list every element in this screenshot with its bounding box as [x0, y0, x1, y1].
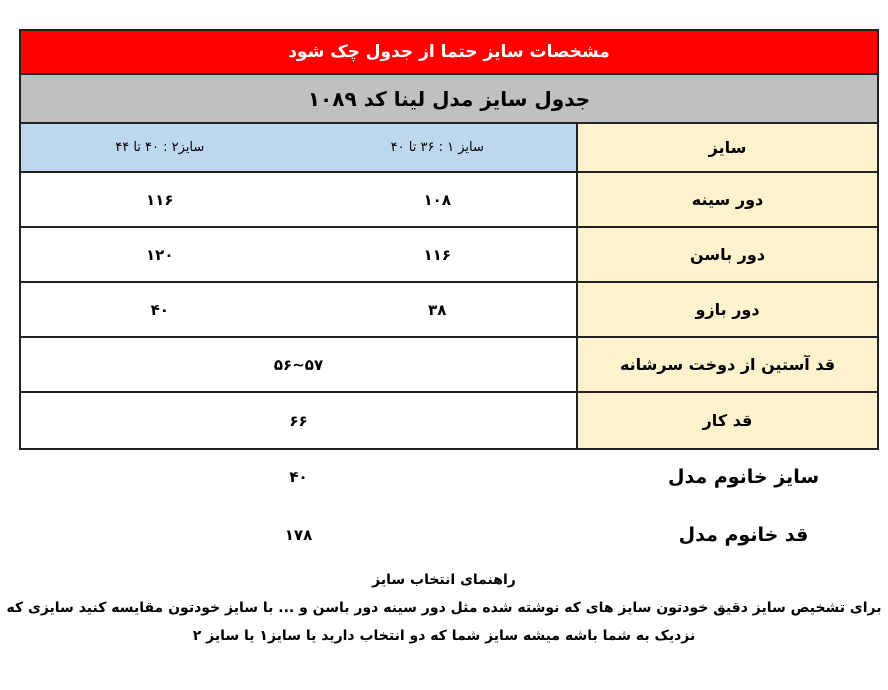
table-row-garment-length [21, 393, 877, 448]
model-height-value-wrap [19, 526, 578, 544]
merged-value: ۶۶ [289, 411, 308, 430]
table-title: جدول سایز مدل لینا کد ۱۰۸۹ [21, 75, 877, 124]
size-label: سایز [576, 124, 877, 171]
size2-value: ۴۰ [150, 300, 169, 319]
warning-banner: مشخصات سایز حتما از جدول چک شود [21, 31, 877, 75]
model-info [19, 448, 879, 564]
merged-value: ۵۷~۵۶ [273, 355, 324, 374]
size-header-row [21, 124, 877, 173]
row-values [21, 338, 576, 391]
model-size-value-wrap [19, 468, 578, 486]
guide-line-1: برای تشخیص سایز دقیق خودتون سایز های که نوشته شده مثل دور سینه دور باسن و ... با سایز خودتون مقایسه کنید سایزی که [6, 600, 882, 616]
model-size-label: سایز خانوم مدل [667, 466, 820, 488]
row-label: دور باسن [576, 228, 877, 281]
size2-value: ۱۱۶ [146, 190, 174, 209]
row-label: دور سینه [576, 173, 877, 226]
row-values [21, 393, 576, 448]
size1-value: ۳۸ [428, 300, 447, 319]
size-table [19, 29, 879, 450]
size1-value: ۱۱۶ [423, 245, 451, 264]
size2-header: سایز۲ : ۴۰ تا ۴۴ [115, 140, 205, 155]
row-values [21, 283, 576, 336]
model-size-value: ۴۰ [289, 468, 308, 486]
model-size-row [19, 448, 879, 506]
table-row-sleeve-length [21, 338, 877, 393]
model-height-row [19, 506, 879, 564]
row-label: قد آستین از دوخت سرشانه [576, 338, 877, 391]
table-row-hip [21, 228, 877, 283]
row-values [21, 173, 576, 226]
size-guide [0, 566, 888, 650]
size1-value: ۱۰۸ [423, 190, 451, 209]
size1-header: سایز ۱ : ۳۶ تا ۴۰ [390, 140, 484, 155]
size-options [21, 124, 576, 171]
guide-title: راهنمای انتخاب سایز [372, 572, 516, 588]
model-height-value: ۱۷۸ [284, 526, 313, 544]
row-values [21, 228, 576, 281]
model-height-label: قد خانوم مدل [678, 524, 809, 546]
guide-line-2: نزدیک به شما باشه میشه سایز شما که دو انتخاب دارید یا سایز۱ یا سایز ۲ [192, 628, 696, 644]
table-row-arm [21, 283, 877, 338]
size2-value: ۱۲۰ [146, 245, 174, 264]
row-label: دور بازو [576, 283, 877, 336]
row-label: قد کار [576, 393, 877, 448]
table-row-chest [21, 173, 877, 228]
